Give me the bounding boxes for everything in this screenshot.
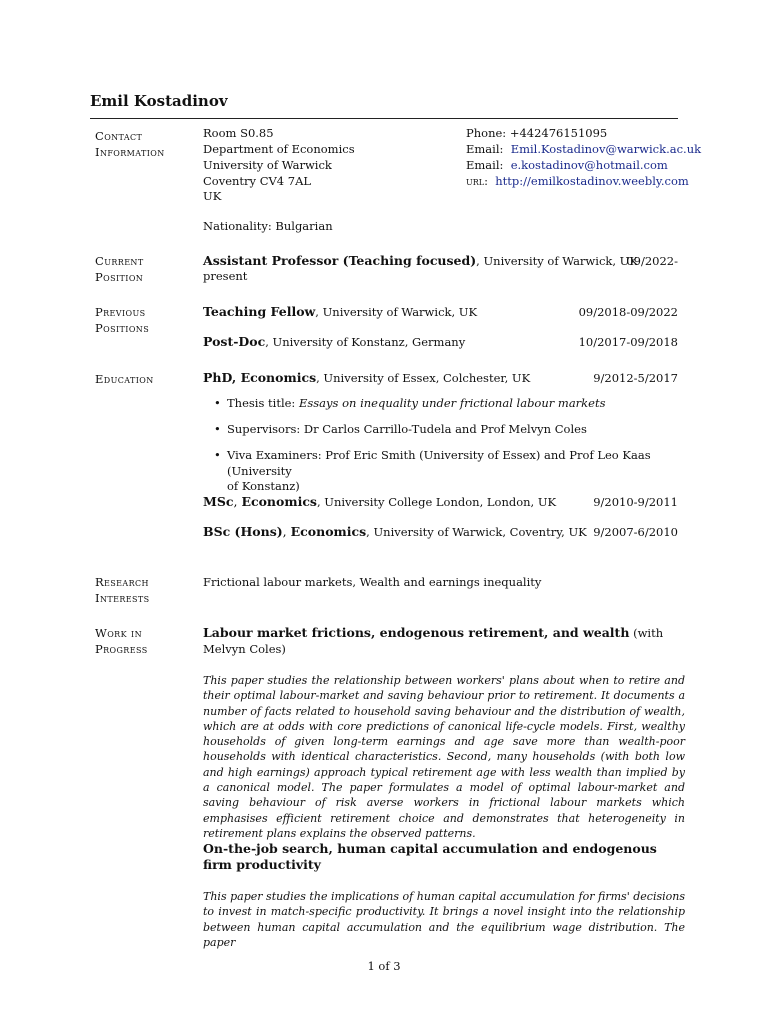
section-label-education: Education <box>95 372 154 386</box>
position-dates: 10/2017-09/2018 <box>578 335 678 349</box>
paper-abstract: This paper studies the implications of human capital accumulation for firms' decisions to invest in match-specific productivity. It brings a novel insight into the relationship between human capital accumulation and the equilibrium wage distribution. The paper <box>203 890 685 949</box>
education-entry-phd: PhD, Economics, University of Essex, Colchester, UK <box>203 370 531 385</box>
phone-row: Phone: +442476151095 <box>466 126 608 140</box>
section-label-research-interests: Research Interests <box>95 575 150 605</box>
section-label-previous-positions: Previous Positions <box>95 305 150 335</box>
email-row-2: Email: e.kostadinov@hotmail.com <box>466 158 668 172</box>
education-dates: 9/2012-5/2017 <box>593 371 678 385</box>
address-line: Department of Economics <box>203 142 355 156</box>
examiners-bullet: • Viva Examiners: Prof Eric Smith (University of Essex) and Prof Leo Kaas (University of Konstanz) <box>227 448 685 495</box>
email-link-hotmail[interactable]: e.kostadinov@hotmail.com <box>510 158 668 172</box>
paper-title: On-the-job search, human capital accumulation and endogenous firm productivity <box>203 841 657 872</box>
thesis-bullet: • Thesis title: Essays on inequality under frictional labour markets <box>227 396 605 412</box>
supervisors-bullet: • Supervisors: Dr Carlos Carrillo-Tudela and Prof Melvyn Coles <box>227 422 587 438</box>
research-interests-text: Frictional labour markets, Wealth and earnings inequality <box>203 575 542 589</box>
phone-number: +442476151095 <box>509 126 608 140</box>
section-label-current-position: Current Position <box>95 254 144 284</box>
education-entry-msc: MSc, Economics, University College London, London, UK <box>203 494 557 509</box>
address-line: UK <box>203 189 222 203</box>
position-entry-post-doc: Post-Doc, University of Konstanz, Germany <box>203 334 466 349</box>
current-position-entry: Assistant Professor (Teaching focused), University of Warwick, UK <box>203 253 638 268</box>
nationality: Nationality: Bulgarian <box>203 219 333 233</box>
current-position-dates: 09/2022- <box>626 254 678 268</box>
position-dates: 09/2018-09/2022 <box>578 305 678 319</box>
url-row: url: http://emilkostadinov.weebly.com <box>466 174 689 188</box>
website-link[interactable]: http://emilkostadinov.weebly.com <box>495 174 689 188</box>
email-row-1: Email: Emil.Kostadinov@warwick.ac.uk <box>466 142 702 156</box>
education-dates: 9/2007-6/2010 <box>593 525 678 539</box>
address-line: University of Warwick <box>203 158 332 172</box>
position-entry-teaching-fellow: Teaching Fellow, University of Warwick, UK <box>203 304 478 319</box>
email-link-warwick[interactable]: Emil.Kostadinov@warwick.ac.uk <box>510 142 702 156</box>
address-line: Room S0.85 <box>203 126 274 140</box>
education-dates: 9/2010-9/2011 <box>593 495 678 509</box>
paper-abstract: This paper studies the relationship between workers' plans about when to retire and their optimal labour-market and saving behaviour prior to retirement. It documents a number of facts related to household saving behaviour and the distribution of wealth, which are at odds with core predictions of canonical life-cycle models. First, wealthy households of given long-term earnings and age save more than wealth-poor households with identical characteristics. Second, many households (with both low and high earnings) approach typical retirement age with less wealth than implied by a canonical model. The paper formulates a model of optimal labour-market and saving behaviour of risk averse workers in frictional labour markets which emphasises efficient retirement choice and demonstrates that heterogeneity in retirement plans explains the observed patterns. <box>203 674 685 840</box>
current-position-dates-end: present <box>203 269 248 283</box>
page-number: 1 of 3 <box>367 959 401 973</box>
address-line: Coventry CV4 7AL <box>203 174 312 188</box>
education-entry-bsc: BSc (Hons), Economics, University of Warwick, Coventry, UK <box>203 524 587 539</box>
header-rule <box>90 118 678 119</box>
paper-title: Labour market frictions, endogenous retirement, and wealth (with Melvyn Coles) <box>203 625 664 656</box>
section-label-work-in-progress: Work in Progress <box>95 626 148 656</box>
cv-name: Emil Kostadinov <box>90 92 228 110</box>
section-label-contact: Contact Information <box>95 129 165 159</box>
